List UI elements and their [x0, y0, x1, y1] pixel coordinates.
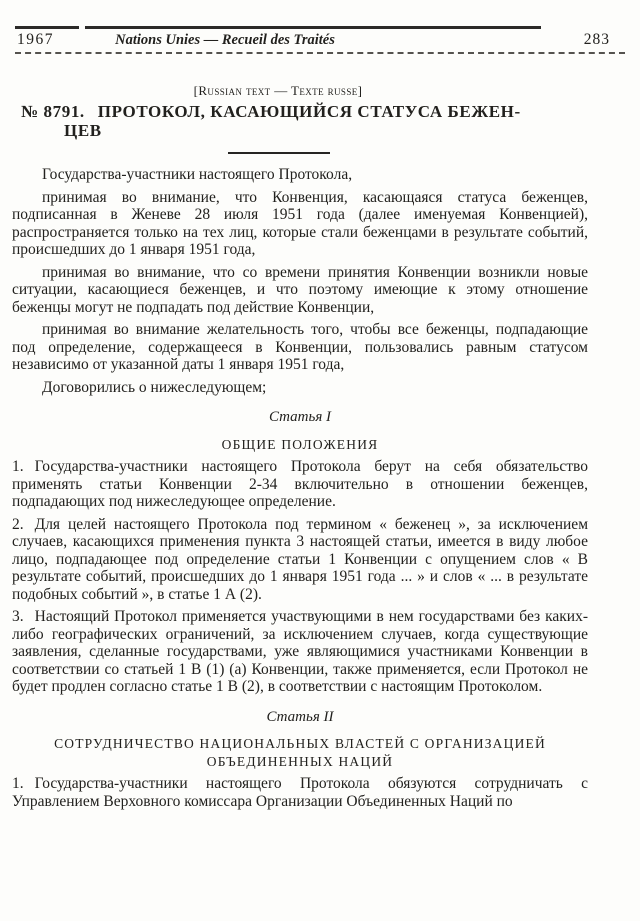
article1-paragraph-2 — [12, 516, 588, 604]
page-number: 283 — [583, 31, 610, 48]
document-body — [12, 166, 588, 810]
paragraph-text: Государства-участники настоящего Протокола обязуются сотрудничать с Управлением Верховного комиссара Организации Объединенных Наций по — [12, 775, 588, 810]
paragraph-text: Настоящий Протокол применяется участвующими в нем государствами без каких-либо географических ограничений, за исключением случаев, когда существующие заявления, сделанные государствами, уже являющимися участниками Конвенции в соответствии со статьей 1 В (1) (а) Конвенции, также применяется, если Протокол не будет продлен согласно статье 1 В (2), в соответствии с настоящим Протоколом. — [12, 608, 588, 695]
treaty-title — [21, 103, 621, 140]
paragraph-number: 1. — [12, 458, 24, 475]
paragraph-text: Для целей настоящего Протокола под термином « беженец », за исключением случаев, касающихся применения пункта 3 настоящей статьи, имеется в виду любое лицо, подпадающее под определение статьи 1 Конвенции с опущением слов « В результате событий, происшедших до 1 января 1951 года ... » и слов « ... в результате подобных событий », в статье 1 А (2). — [12, 515, 588, 603]
treaty-title-line1: ПРОТОКОЛ, КАСАЮЩИЙСЯ СТАТУСА БЕЖЕН- — [97, 102, 521, 121]
article1-paragraph-1 — [12, 458, 588, 511]
title-divider-rule — [228, 152, 330, 154]
page-header — [15, 26, 625, 54]
paragraph-number: 1. — [12, 775, 24, 792]
paragraph-text: Государства-участники настоящего Протокола берут на себя обязательство применять статьи Конвенции 2-34 включительно в отношении беженцев, подпадающих под нижеследующее определение. — [12, 458, 588, 510]
preamble-paragraph-4: принимая во внимание желательность того, чтобы все беженцы, подпадающие под определение, содержащееся в Конвенции, пользовались равным статусом независимо от указанной даты 1 января 1951 года, — [12, 321, 588, 373]
article2-heading: Статья II — [266, 708, 334, 725]
article2-subheading — [12, 735, 588, 770]
preamble-paragraph-3: принимая во внимание, что со времени принятия Конвенции возникли новые ситуации, касающиеся беженцев, и что поэтому имеющие к этому отношение беженцы могут не подпадать под действие Конвенции, — [12, 263, 588, 316]
journal-title: Nations Unies — Recueil des Traités — [115, 32, 335, 48]
treaty-number: № 8791. — [21, 102, 85, 121]
article2-paragraph-1 — [12, 775, 588, 810]
language-note: [Russian text — Texte russe] — [193, 83, 363, 98]
article1-paragraph-3 — [12, 608, 588, 696]
treaty-title-line1-row — [21, 103, 621, 122]
preamble-paragraph-5: Договорились о нижеследующем; — [42, 378, 267, 396]
paragraph-number: 2. — [12, 515, 24, 533]
header-row — [15, 29, 625, 54]
article1-heading: Статья I — [268, 409, 332, 425]
preamble-paragraph-2: принимая во внимание, что Конвенция, касающаяся статуса беженцев, подписанная в Женеве 28 июля 1951 года (далее именуемая Конвенцией), распространяется только на тех лиц, которые стали беженцами в результате событий, происшедших до 1 января 1951 года, — [12, 188, 588, 258]
preamble-paragraph-1: Государства-участники настоящего Протокола, — [42, 166, 353, 183]
article1-subheading: ОБЩИЕ ПОЛОЖЕНИЯ — [221, 436, 379, 452]
article2-subheading-line2: ОБЪЕДИНЕННЫХ НАЦИЙ — [206, 753, 394, 769]
header-year: 1967 — [17, 31, 54, 48]
treaty-title-line2: ЦЕВ — [64, 120, 102, 140]
paragraph-number: 3. — [12, 608, 24, 625]
article2-subheading-line1: СОТРУДНИЧЕСТВО НАЦИОНАЛЬНЫХ ВЛАСТЕЙ С ОРГАНИЗАЦИЕЙ — [54, 736, 546, 751]
